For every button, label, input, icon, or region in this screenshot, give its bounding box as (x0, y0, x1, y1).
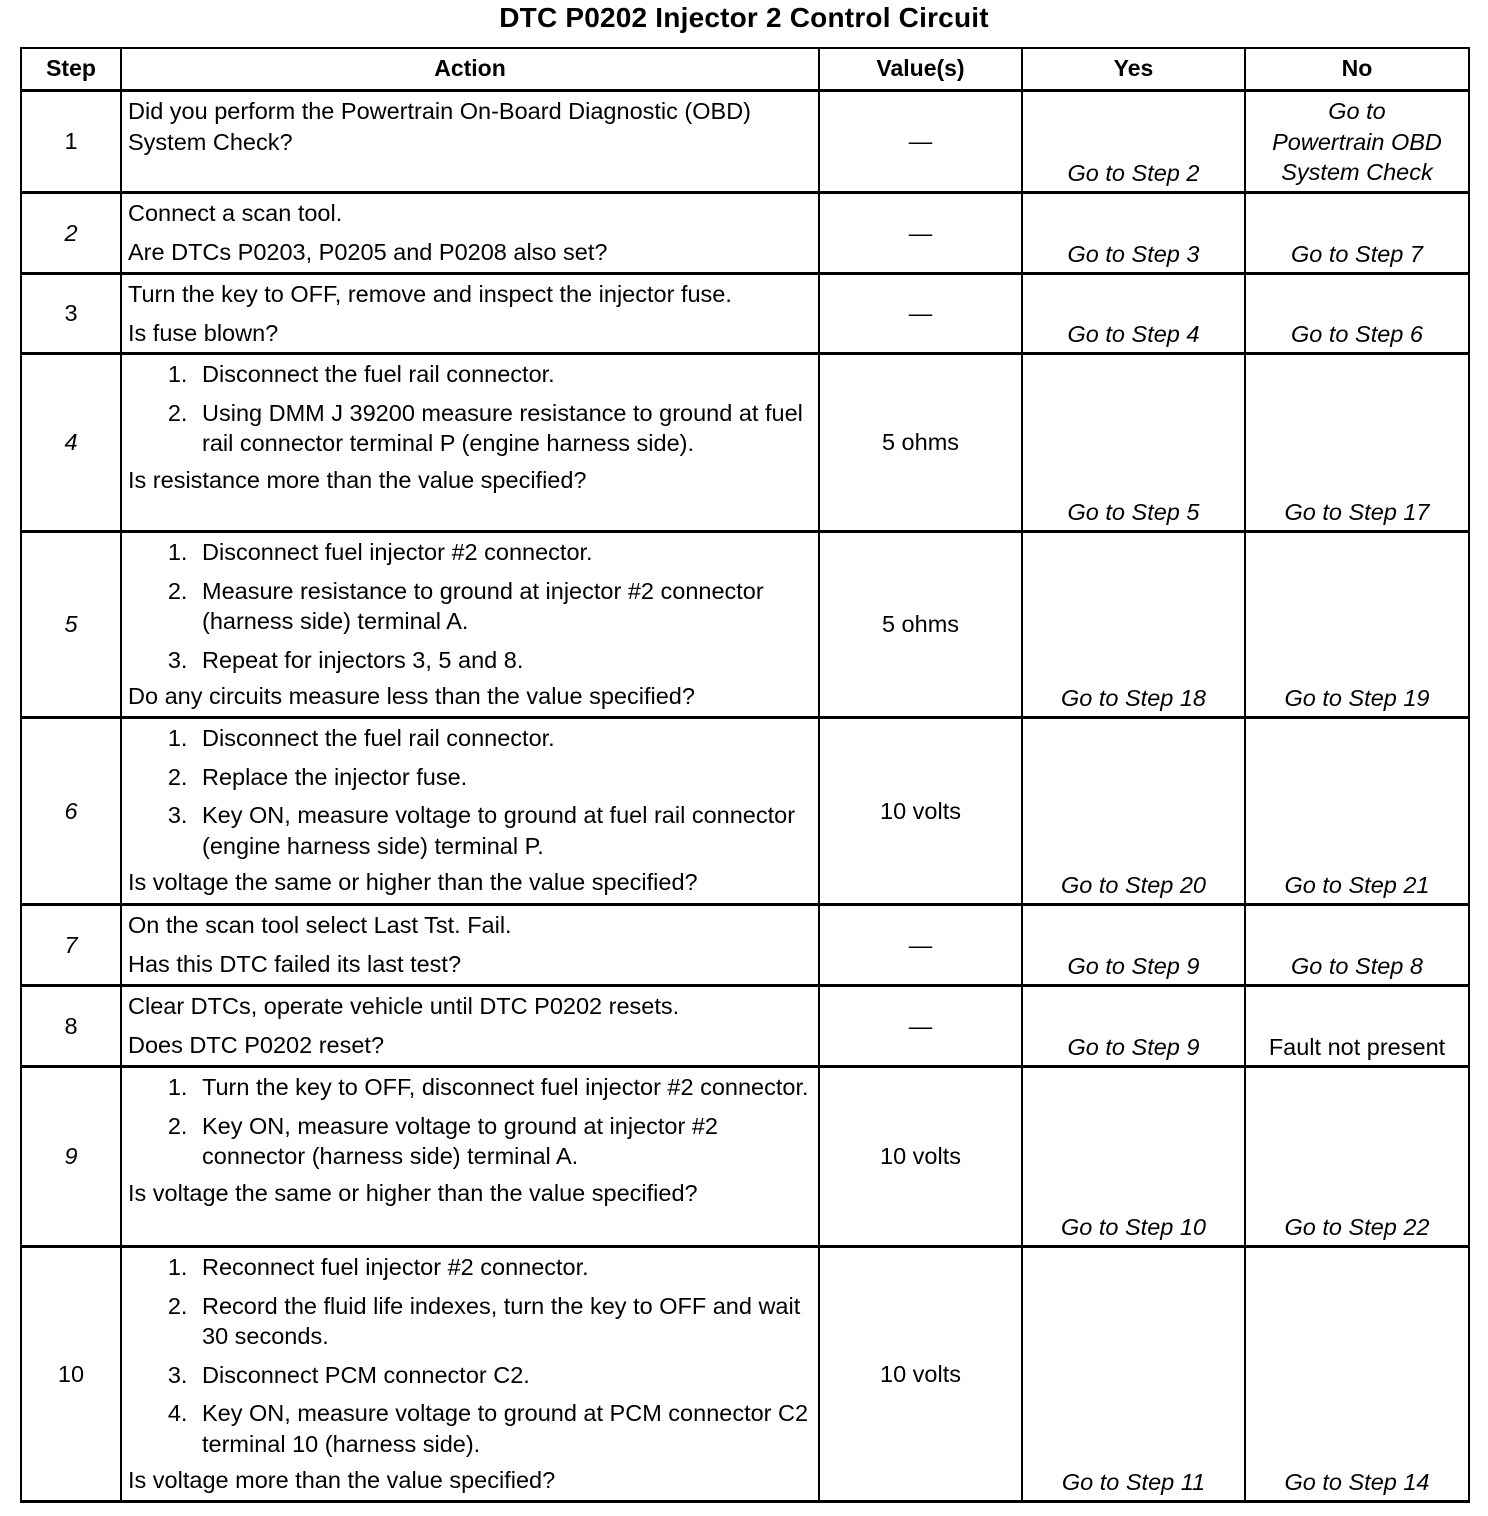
value-cell: 10 volts (819, 1247, 1022, 1502)
action-text: Clear DTCs, operate vehicle until DTC P0202 resets. (128, 993, 680, 1019)
yes-cell: Go to Step 4 (1022, 274, 1245, 354)
value-cell: — (819, 91, 1022, 193)
step-number: 6 (21, 718, 121, 905)
header-step: Step (21, 48, 121, 91)
no-cell: Fault not present (1245, 986, 1469, 1067)
action-cell (121, 1247, 819, 1502)
substep-item: 1. Disconnect the fuel rail connector. (194, 723, 812, 754)
value-cell: 5 ohms (819, 532, 1022, 718)
table-row (21, 532, 1469, 718)
table-row (21, 274, 1469, 354)
substep-item: 3. Key ON, measure voltage to ground at fuel rail connector (engine harness side) terminal P. (194, 800, 812, 861)
yes-cell: Go to Step 9 (1022, 905, 1245, 986)
action-question: Has this DTC failed its last test? (128, 950, 462, 977)
yes-cell: Go to Step 2 (1022, 91, 1245, 193)
action-cell (121, 274, 819, 354)
no-cell: Go to Step 19 (1245, 532, 1469, 718)
diagnostic-table (20, 47, 1470, 1503)
action-cell (121, 986, 819, 1067)
step-number: 7 (21, 905, 121, 986)
step-number: 2 (21, 193, 121, 274)
no-text: Go to (1328, 98, 1386, 124)
step-number: 10 (21, 1247, 121, 1502)
action-text: Did you perform the Powertrain On-Board Diagnostic (OBD) System Check? (128, 98, 751, 155)
value-cell: 10 volts (819, 718, 1022, 905)
no-cell: Go to Step 6 (1245, 274, 1469, 354)
action-question: Does DTC P0202 reset? (128, 1031, 385, 1058)
substep-item: 2. Measure resistance to ground at injector #2 connector (harness side) terminal A. (194, 576, 812, 637)
substep-item: 2. Record the fluid life indexes, turn the key to OFF and wait 30 seconds. (194, 1291, 812, 1352)
substep-item: 3. Disconnect PCM connector C2. (194, 1360, 812, 1391)
table-row (21, 1067, 1469, 1247)
action-question: Is voltage more than the value specified? (128, 1467, 556, 1494)
table-header-row (21, 48, 1469, 91)
substep-list (128, 537, 812, 675)
substep-item: 4. Key ON, measure voltage to ground at PCM connector C2 terminal 10 (harness side). (194, 1398, 812, 1459)
substep-item: 3. Repeat for injectors 3, 5 and 8. (194, 645, 812, 676)
value-cell: — (819, 986, 1022, 1067)
substep-item: 2. Replace the injector fuse. (194, 762, 812, 793)
no-link-text: System Check (1281, 159, 1433, 186)
header-no: No (1245, 48, 1469, 91)
page-title: DTC P0202 Injector 2 Control Circuit (499, 2, 989, 33)
action-cell (121, 354, 819, 532)
substep-list (128, 723, 812, 861)
value-cell: 10 volts (819, 1067, 1022, 1247)
action-cell (121, 532, 819, 718)
action-question: Are DTCs P0203, P0205 and P0208 also set? (128, 238, 608, 265)
table-row (21, 91, 1469, 193)
table-row (21, 905, 1469, 986)
action-text: On the scan tool select Last Tst. Fail. (128, 912, 512, 938)
yes-cell: Go to Step 20 (1022, 718, 1245, 905)
substep-list (128, 1252, 812, 1459)
action-cell (121, 905, 819, 986)
header-values: Value(s) (819, 48, 1022, 91)
action-text: Connect a scan tool. (128, 200, 343, 226)
action-text: Turn the key to OFF, remove and inspect the injector fuse. (128, 281, 732, 307)
yes-cell: Go to Step 10 (1022, 1067, 1245, 1247)
step-number: 8 (21, 986, 121, 1067)
table-row (21, 193, 1469, 274)
no-cell: Go to Step 21 (1245, 718, 1469, 905)
action-cell (121, 1067, 819, 1247)
substep-item: 1. Disconnect fuel injector #2 connector. (194, 537, 812, 568)
yes-cell: Go to Step 5 (1022, 354, 1245, 532)
step-number: 9 (21, 1067, 121, 1247)
step-number: 3 (21, 274, 121, 354)
substep-item: 1. Reconnect fuel injector #2 connector. (194, 1252, 812, 1283)
step-number: 5 (21, 532, 121, 718)
substep-list (128, 359, 812, 459)
header-yes: Yes (1022, 48, 1245, 91)
action-question: Is fuse blown? (128, 319, 279, 346)
substep-item: 1. Disconnect the fuel rail connector. (194, 359, 812, 390)
value-cell: — (819, 193, 1022, 274)
no-cell: Go to Step 7 (1245, 193, 1469, 274)
table-row (21, 986, 1469, 1067)
yes-cell: Go to Step 3 (1022, 193, 1245, 274)
action-question: Is voltage the same or higher than the value specified? (128, 1179, 698, 1206)
action-cell (121, 91, 819, 193)
substep-list (128, 1072, 812, 1172)
step-number: 1 (21, 91, 121, 193)
table-row (21, 354, 1469, 532)
table-row (21, 718, 1469, 905)
action-cell (121, 718, 819, 905)
yes-cell: Go to Step 9 (1022, 986, 1245, 1067)
yes-cell: Go to Step 11 (1022, 1247, 1245, 1502)
action-cell (121, 193, 819, 274)
action-question: Is voltage the same or higher than the value specified? (128, 869, 698, 896)
value-cell: — (819, 905, 1022, 986)
substep-item: 2. Using DMM J 39200 measure resistance to ground at fuel rail connector terminal P (engine harness side). (194, 398, 812, 459)
table-row (21, 1247, 1469, 1502)
no-cell: Go to Step 14 (1245, 1247, 1469, 1502)
no-cell: Go to Step 17 (1245, 354, 1469, 532)
action-question: Do any circuits measure less than the value specified? (128, 683, 695, 710)
value-cell: 5 ohms (819, 354, 1022, 532)
no-cell: Go to Step 8 (1245, 905, 1469, 986)
header-action: Action (121, 48, 819, 91)
yes-cell: Go to Step 18 (1022, 532, 1245, 718)
substep-item: 2. Key ON, measure voltage to ground at injector #2 connector (harness side) terminal A. (194, 1111, 812, 1172)
no-cell (1245, 91, 1469, 193)
step-number: 4 (21, 354, 121, 532)
value-cell: — (819, 274, 1022, 354)
action-question: Is resistance more than the value specified? (128, 466, 587, 493)
no-link-text: Powertrain OBD (1272, 128, 1442, 155)
substep-item: 1. Turn the key to OFF, disconnect fuel injector #2 connector. (194, 1072, 812, 1103)
no-cell: Go to Step 22 (1245, 1067, 1469, 1247)
